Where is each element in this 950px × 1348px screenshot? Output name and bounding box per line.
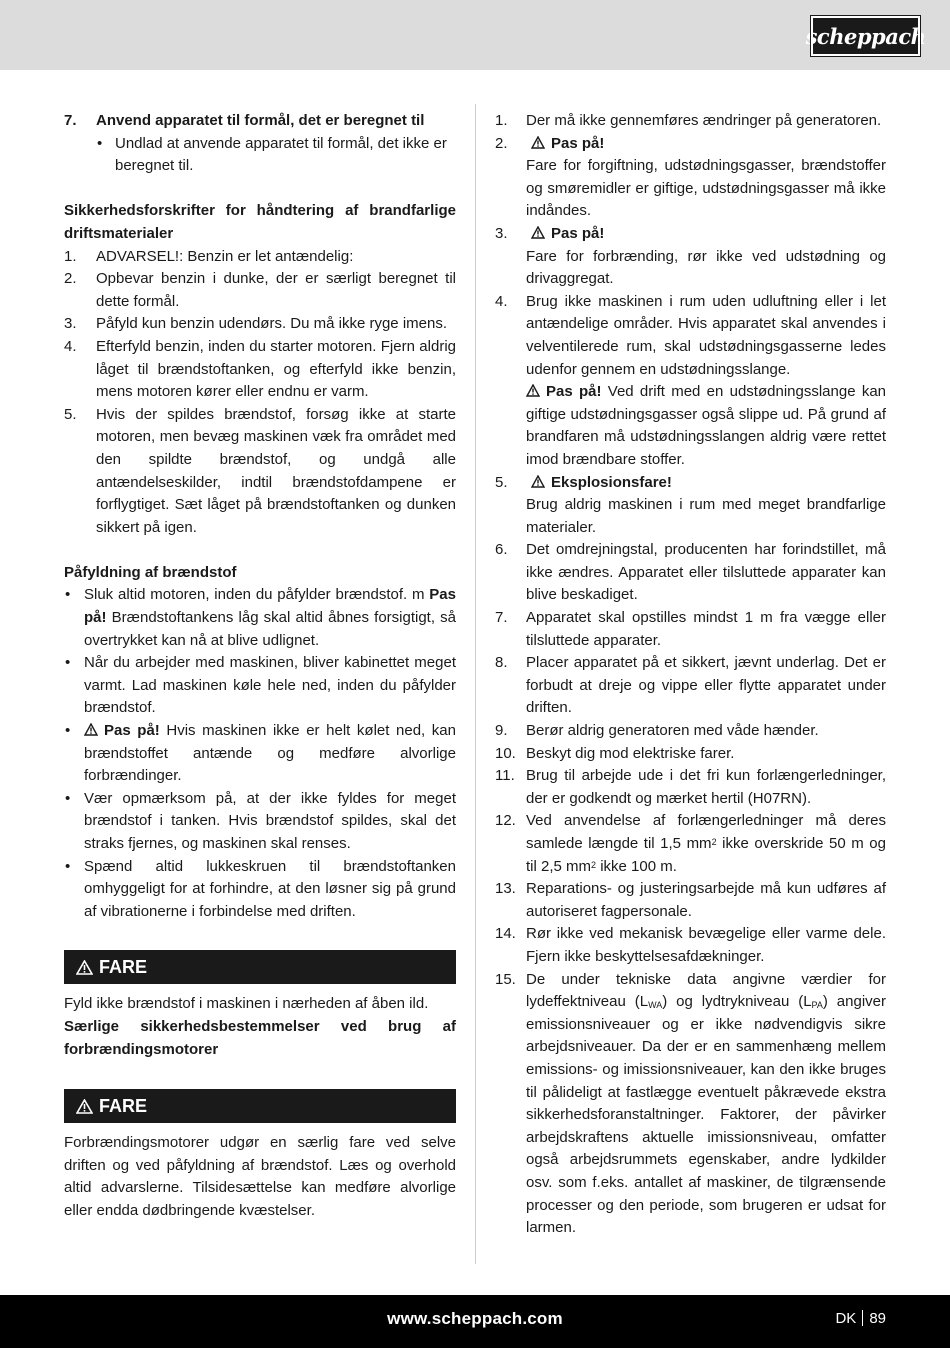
item-7-title: Anvend apparatet til formål, det er beregnet til (96, 112, 425, 129)
brand-logo: scheppach (811, 16, 920, 56)
fuel-safety-heading: Sikkerhedsforskrifter for håndtering af brandfarlige driftsmaterialer (64, 202, 456, 242)
refuel-bullet: • Når du arbejder med maskinen, bliver kabinettet meget varmt. Lad maskinen køle hele ned, inden du påfylder brændstof. (65, 654, 456, 717)
refuel-bullet: • Vær opmærksom på, at der ikke fyldes for meget brændstof i tanken. Hvis brændstof spildes, skal det straks fjernes, og maskinen skal renses. (65, 789, 456, 852)
fuel-item: 1. ADVARSEL!: Benzin er let antændelig: (64, 247, 354, 265)
list-item: 5. Eksplosionsfare! Brug aldrig maskinen i rum med meget brandfarlige materialer. (495, 473, 886, 536)
list-item: 11. Brug til arbejde ude i det fri kun forlængerledninger, der er godkendt og mærket hertil (H07RN). (495, 767, 886, 807)
fuel-item: 2. Opbevar benzin i dunke, der er særligt beregnet til dette formål. (64, 270, 456, 310)
fare-1-text: Fyld ikke brændstof i maskinen i nærheden af åben ild. (64, 995, 429, 1013)
list-item: 1. Der må ikke gennemføres ændringer på generatoren. (495, 112, 882, 129)
fuel-item: 3. Påfyld kun benzin udendørs. Du må ikke ryge imens. (64, 315, 447, 333)
warning-triangle-icon (84, 723, 98, 736)
footer (0, 1295, 950, 1348)
list-item: 3. Pas på! Fare for forbrænding, rør ikke ved udstødning og drivaggregat. (495, 224, 886, 288)
left-column (64, 110, 456, 1223)
fare-warning-box: FARE (64, 950, 456, 984)
refuel-bullet: • Pas på! Hvis maskinen ikke er helt kølet ned, kan brændstoffet antænde og medføre alvorlige forbrændinger. (65, 722, 456, 785)
list-item: 10. Beskyt dig mod elektriske farer. (495, 744, 735, 762)
fare-warning-box: FARE (64, 1089, 456, 1123)
list-item: 14. Rør ikke ved mekanisk bevægelige eller varme dele. Fjern ikke beskyttelsesafdækninger. (495, 925, 886, 965)
fuel-item: 5. Hvis der spildes brændstof, forsøg ikke at starte motoren, men bevæg maskinen væk fra området med den spildte brændstof, og undgå alle antændelseskilder, indtil brændstofdampene er forflygtiget. Sæt låget på brændstoftanken og dunken sikkert på igen. (64, 405, 456, 536)
list-item: 4. Brug ikke maskinen i rum uden udluftning eller i let antændelige områder. Hvis apparatet skal anvendes i velventilerede rum, skal udstødningsgasserne ledes udenfor gennem en udstødningsslange. Pas på! Ved drift med en udstødningsslange kan giftige udstødningsgasser også slippe ud. På grund af brandfaren må udstødningsslangen aldrig være rettet imod brændbare stoffer. (495, 292, 887, 468)
website-link[interactable]: www.scheppach.com (387, 1309, 563, 1328)
combustion-heading: Særlige sikkerhedsbestemmelser ved brug af forbrændingsmotorer (64, 1017, 456, 1058)
item-7-bullet: • Undlad at anvende apparatet til formål, det ikke er beregnet til. (97, 134, 447, 175)
warning-triangle-icon (76, 960, 93, 975)
refuel-bullet: • Spænd altid lukkeskruen til brændstoftanken omhyggeligt for at forhindre, at den løsner sig på grund af vibrationerne i forbindelse med driften. (65, 857, 456, 920)
list-item: 6. Det omdrejningstal, producenten har forindstillet, må ikke ændres. Apparatet eller tilsluttede apparater kan blive beskadiget. (495, 541, 886, 604)
list-item: 7. Apparatet skal opstilles mindst 1 m fra vægge eller tilsluttede apparater. (495, 609, 886, 649)
refuel-bullet: • Sluk altid motoren, inden du påfylder brændstof. m Pas på! Brændstoftankens låg skal altid åbnes forsigtigt, så overtrykket kan nå at blive udlignet. (65, 586, 456, 649)
refuel-heading: Påfyldning af brændstof (64, 563, 237, 581)
column-divider (475, 104, 476, 1264)
list-item: 13. Reparations- og justeringsarbejde må kun udføres af autoriseret fagpersonale. (495, 880, 886, 920)
warning-triangle-icon (531, 136, 545, 149)
fuel-item: 4. Efterfyld benzin, inden du starter motoren. Fjern aldrig låget til brændstoftanken, og efterfyld ikke benzin, mens motoren kører eller endnu er varm. (64, 337, 456, 401)
warning-triangle-icon (76, 1099, 93, 1114)
right-column (495, 110, 886, 1240)
warning-triangle-icon (531, 475, 545, 488)
list-item: 2. Pas på! Fare for forgiftning, udstødningsgasser, brændstoffer og smøremidler er giftige, udstødningsgasser må ikke indåndes. (495, 134, 886, 220)
page-number: DK 89 (835, 1310, 886, 1327)
item-7: 7. Anvend apparatet til formål, det er beregnet til (64, 110, 456, 133)
list-item: 15. De under tekniske data angivne værdier for lydeffektniveau $(L_{WA})$ og lydtrykniveau $(L_{PA})$ angiver emissionsniveauer og er ikke nødvendigvis sikre arbejdsniveauer. Da der er en sammenhæng mellem emissions- og imissionsniveauer, kan den ikke bruges til pålideligt at fastlægge eventuelt påkrævede ekstra sikkerhedsforanstaltninger. Faktorer, der påvirker arbejdskraftens aktuelle imissionsniveau, omfatter også arbejdsrummets egenskaber, andre lydkilder osv. som f.eks. antallet af maskiner, de tilgrænsende processer og den periode, som brugeren er udsat for larmen. (495, 970, 886, 1237)
list-item: 12. Ved anvendelse af forlængerledninger må deres samlede længde til 1,5 $mm^2$ ikke overskride 50 m og til 2,5 $mm^2$ ikke 100 m. (495, 812, 886, 875)
list-item: 9. Berør aldrig generatoren med våde hænder. (495, 722, 819, 740)
warning-triangle-icon (526, 384, 540, 397)
fare-2-text: Forbrændingsmotorer udgør en særlig fare ved selve driften og ved påfyldning af brændstof. Læs og overhold altid advarslerne. Tilsidesættelse kan medføre alvorlige eller endda dødbringende kvæstelser. (64, 1134, 456, 1219)
warning-triangle-icon (531, 226, 545, 239)
list-item: 8. Placer apparatet på et sikkert, jævnt underlag. Det er forbudt at dreje og vippe eller flytte apparatet under driften. (495, 654, 886, 717)
